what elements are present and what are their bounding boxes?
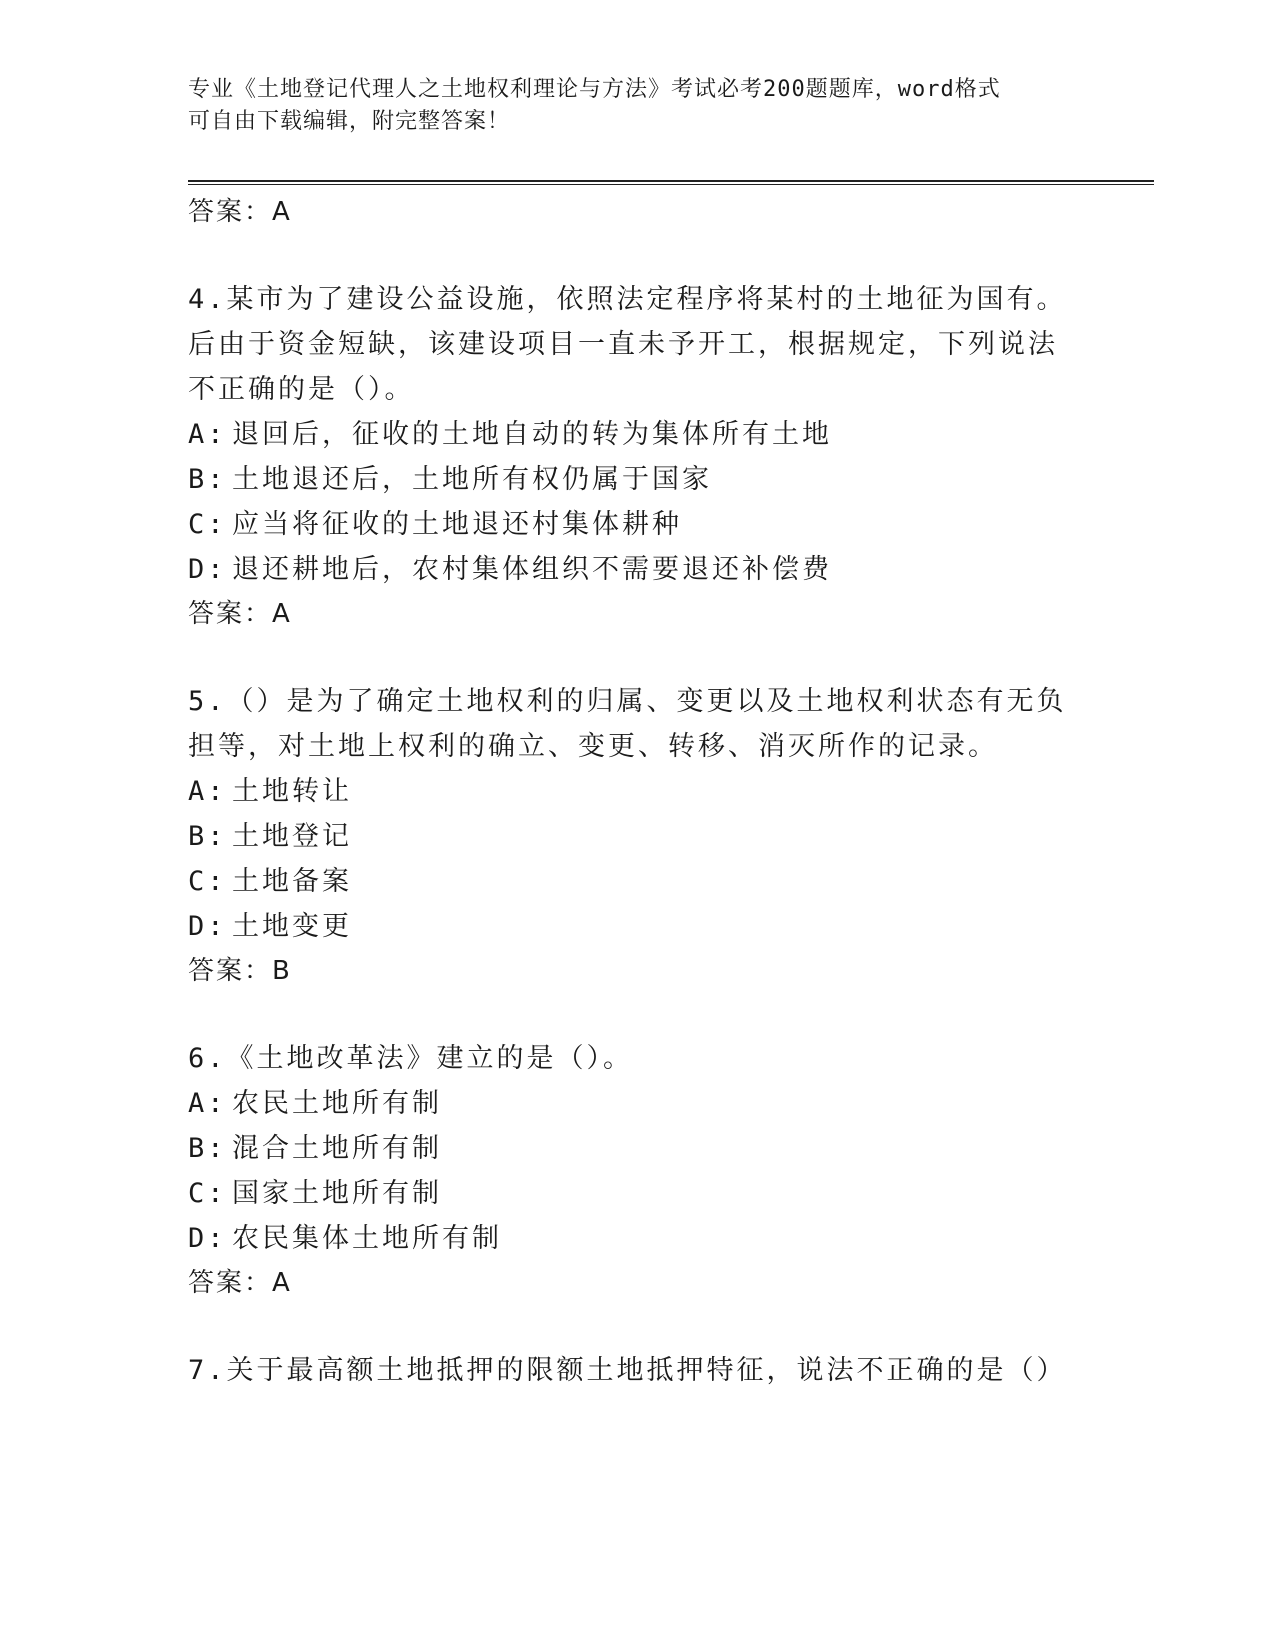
- header-line-1: 专业《土地登记代理人之土地权利理论与方法》考试必考200题题库，word格式: [188, 77, 1001, 102]
- question-list: [188, 190, 1068, 1393]
- option-text: 土地转让: [232, 776, 352, 807]
- answer-line: 答案：A: [188, 1268, 292, 1298]
- header-line-2: 可自由下载编辑，附完整答案！: [188, 109, 511, 134]
- option-c: [188, 859, 1068, 904]
- option-letter: D:: [188, 554, 227, 585]
- option-letter: B:: [188, 464, 227, 495]
- option-b: [188, 457, 1068, 502]
- option-letter: D:: [188, 1223, 227, 1254]
- option-text: 退回后，征收的土地自动的转为集体所有土地: [232, 419, 832, 450]
- option-d: [188, 547, 1068, 592]
- option-text: 国家土地所有制: [232, 1178, 442, 1209]
- option-letter: A:: [188, 1088, 227, 1119]
- question-stem: 7.关于最高额土地抵押的限额土地抵押特征，说法不正确的是（）: [188, 1355, 1067, 1386]
- option-a: [188, 412, 1068, 457]
- option-d: [188, 1216, 1068, 1261]
- option-text: 土地变更: [232, 911, 352, 942]
- option-letter: C:: [188, 1178, 227, 1209]
- option-b: [188, 814, 1068, 859]
- option-text: 农民土地所有制: [232, 1088, 442, 1119]
- option-letter: A:: [188, 776, 227, 807]
- option-c: [188, 502, 1068, 547]
- option-text: 土地备案: [232, 866, 352, 897]
- option-text: 土地登记: [232, 821, 352, 852]
- answer-line: 答案：A: [188, 197, 292, 227]
- question-stem: 5.（）是为了确定土地权利的归属、变更以及土地权利状态有无负担等，对土地上权利的确立、变更、转移、消灭所作的记录。: [188, 686, 1067, 762]
- option-letter: B:: [188, 1133, 227, 1164]
- option-text: 混合土地所有制: [232, 1133, 442, 1164]
- option-text: 应当将征收的土地退还村集体耕种: [232, 509, 682, 540]
- option-text: 土地退还后，土地所有权仍属于国家: [232, 464, 712, 495]
- option-a: [188, 1081, 1068, 1126]
- option-letter: B:: [188, 821, 227, 852]
- option-c: [188, 1171, 1068, 1216]
- option-b: [188, 1126, 1068, 1171]
- option-d: [188, 904, 1068, 949]
- option-letter: C:: [188, 866, 227, 897]
- option-letter: A:: [188, 419, 227, 450]
- header-divider: [188, 180, 1154, 185]
- question-5: [188, 679, 1068, 949]
- question-6: [188, 1036, 1068, 1261]
- question-4: [188, 277, 1068, 592]
- option-letter: D:: [188, 911, 227, 942]
- option-letter: C:: [188, 509, 227, 540]
- question-7: [188, 1348, 1068, 1393]
- question-stem: 4.某市为了建设公益设施，依照法定程序将某村的土地征为国有。后由于资金短缺，该建设项目一直未予开工，根据规定，下列说法不正确的是（）。: [188, 284, 1067, 405]
- option-a: [188, 769, 1068, 814]
- answer-line: 答案：A: [188, 599, 292, 629]
- question-stem: 6.《土地改革法》建立的是（）。: [188, 1043, 634, 1074]
- option-text: 农民集体土地所有制: [232, 1223, 502, 1254]
- answer-line: 答案：B: [188, 956, 292, 986]
- option-text: 退还耕地后，农村集体组织不需要退还补偿费: [232, 554, 832, 585]
- page-header: [188, 74, 1068, 138]
